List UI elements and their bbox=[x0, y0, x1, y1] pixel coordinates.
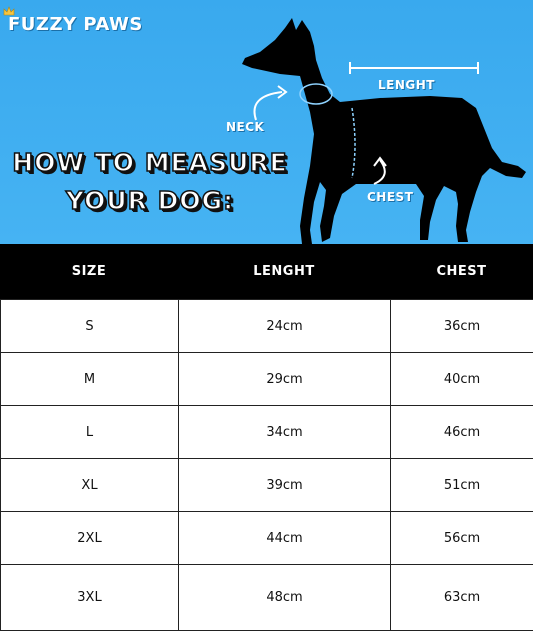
cell-size: XL bbox=[1, 459, 179, 512]
table-row bbox=[1, 406, 533, 459]
cell-chest: 63cm bbox=[391, 565, 533, 631]
size-table bbox=[0, 299, 533, 631]
cell-size: L bbox=[1, 406, 179, 459]
cell-size: S bbox=[1, 300, 179, 353]
cell-size: 3XL bbox=[1, 565, 179, 631]
table-row bbox=[1, 565, 533, 631]
size-table-header bbox=[0, 244, 533, 299]
cell-length: 39cm bbox=[179, 459, 391, 512]
cell-length: 44cm bbox=[179, 512, 391, 565]
cell-chest: 56cm bbox=[391, 512, 533, 565]
chest-label: CHEST bbox=[367, 190, 414, 204]
cell-length: 29cm bbox=[179, 353, 391, 406]
cell-chest: 36cm bbox=[391, 300, 533, 353]
header-chest: CHEST bbox=[436, 264, 487, 279]
table-row bbox=[1, 353, 533, 406]
header-size: SIZE bbox=[71, 264, 107, 279]
length-label: LENGHT bbox=[378, 78, 435, 92]
headline-line2: YOUR DOG: bbox=[65, 186, 235, 215]
neck-label: NECK bbox=[226, 120, 265, 134]
table-row bbox=[1, 300, 533, 353]
cell-size: 2XL bbox=[1, 512, 179, 565]
cell-chest: 51cm bbox=[391, 459, 533, 512]
cell-length: 24cm bbox=[179, 300, 391, 353]
hero-banner bbox=[0, 0, 533, 244]
cell-chest: 46cm bbox=[391, 406, 533, 459]
header-length: LENGHT bbox=[253, 264, 315, 279]
cell-chest: 40cm bbox=[391, 353, 533, 406]
brand-logo: FUZZY PAWS bbox=[8, 14, 143, 35]
cell-length: 34cm bbox=[179, 406, 391, 459]
cell-size: M bbox=[1, 353, 179, 406]
table-row bbox=[1, 512, 533, 565]
cell-length: 48cm bbox=[179, 565, 391, 631]
headline-line1: HOW TO MEASURE bbox=[12, 148, 288, 177]
table-row bbox=[1, 459, 533, 512]
